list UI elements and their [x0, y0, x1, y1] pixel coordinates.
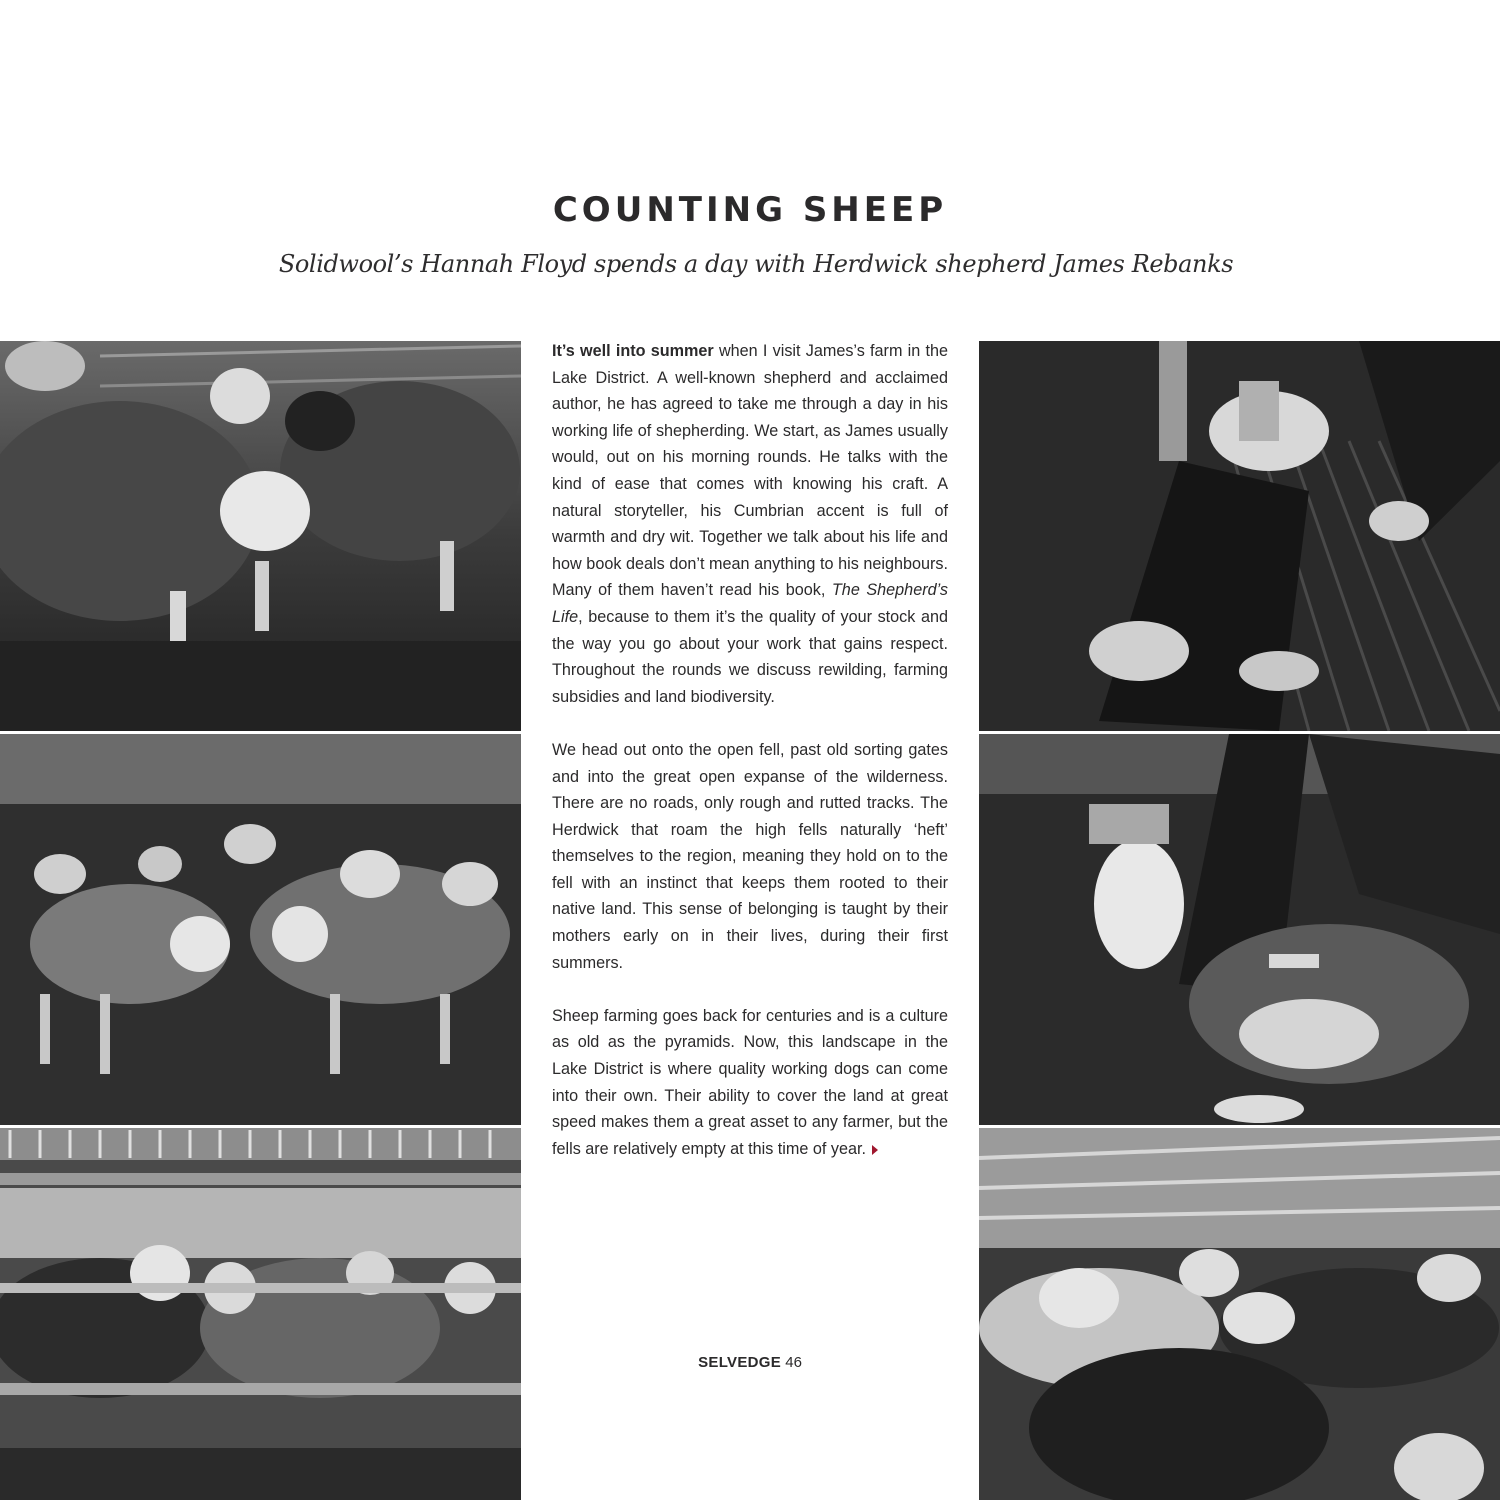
paragraph-2: We head out onto the open fell, past old sorting gates and into the great open expanse of the wilderness. There are no roads, only rough and rutted tracks. The Herdwick that roam the high fells naturally ‘heft’ themselves to the region, meaning they hold on to the fell with an instinct that keeps them rooted to their native land. This sense of belonging is taught by their mothers early on in their lives, during their first summers. [552, 740, 948, 972]
photo-sheep-held-shearing [979, 734, 1500, 1125]
page-number: 46 [785, 1354, 802, 1371]
article-title: COUNTING SHEEP [552, 190, 948, 230]
paragraph-1 [552, 338, 948, 710]
paragraph-1-text-b: , because to them it’s the quality of your stock and the way you go about your work that gains respect. Throughout the rounds we discuss rewilding, farming subsidies and land biodiversity. [552, 607, 948, 706]
photo-sheep-behind-rails [0, 1128, 521, 1500]
photo-shearing-hands [979, 341, 1500, 731]
article-subtitle: Solidwool’s Hannah Floyd spends a day with Herdwick shepherd James Rebanks [278, 250, 1234, 278]
photo-lambs-flock [0, 734, 521, 1125]
lead-in: It’s well into summer [552, 342, 714, 360]
book-title: The Shepherd’s Life [552, 581, 948, 626]
magazine-name: SELVEDGE [698, 1354, 782, 1371]
folio [0, 1354, 1500, 1371]
triangle-right-icon [872, 1145, 878, 1155]
photo-sheep-ram-pen [0, 341, 521, 731]
photo-sheep-crowded-pen [979, 1128, 1500, 1500]
paragraph-1-text-a: when I visit James’s farm in the Lake District. A well-known shepherd and acclaimed author, he has agreed to take me through a day in his working life of shepherding. We start, as James usually would, out on his morning rounds. He talks with the kind of ease that comes with knowing his craft. A natural storyteller, his Cumbrian accent is full of warmth and dry wit. Together we talk about his life and how book deals don’t mean anything to his neighbours. Many of them haven’t read his book, [552, 342, 949, 600]
paragraph-3-text: Sheep farming goes back for centuries and is a culture as old as the pyramids. Now, this landscape in the Lake District is where quality working dogs can come into their own. Their ability to cover the land at great speed makes them a great asset to any farmer, but the fells are relatively empty at this time of year. [552, 1006, 948, 1158]
paragraph-3 [552, 1003, 948, 1163]
article-body [552, 338, 948, 1189]
